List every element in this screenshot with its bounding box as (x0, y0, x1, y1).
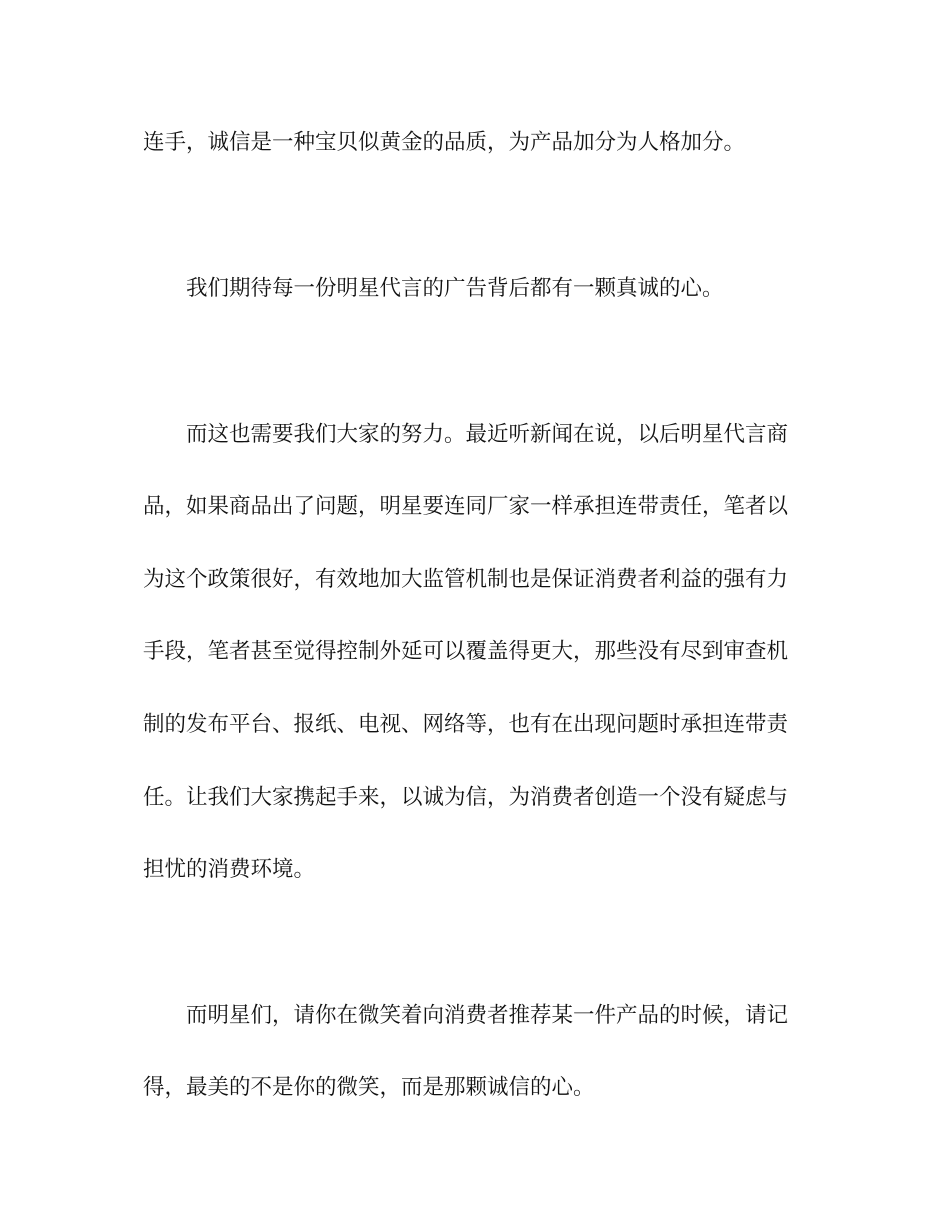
paragraph-3-line-1: 而这也需要我们大家的努力。最近听新闻在说，以后明星代言商 (186, 422, 789, 447)
paragraph-4-line-1: 而明星们，请你在微笑着向消费者推荐某一件产品的时候，请记 (186, 1003, 789, 1028)
paragraph-3-line-5: 制的发布平台、报纸、电视、网络等，也有在出现问题时承担连带责 (143, 712, 789, 737)
paragraph-3-line-7: 担忧的消费环境。 (143, 857, 316, 882)
paragraph-3-line-2: 品，如果商品出了问题，明星要连同厂家一样承担连带责任，笔者以 (143, 494, 789, 519)
paragraph-1-line-1: 连手，诚信是一种宝贝似黄金的品质，为产品加分为人格加分。 (143, 130, 746, 155)
paragraph-2-line-1: 我们期待每一份明星代言的广告背后都有一颗真诚的心。 (186, 276, 724, 301)
paragraph-4-line-2: 得，最美的不是你的微笑，而是那颗诚信的心。 (143, 1075, 595, 1100)
paragraph-3-line-3: 为这个政策很好，有效地加大监管机制也是保证消费者利益的强有力 (143, 567, 789, 592)
paragraph-3-line-6: 任。让我们大家携起手来，以诚为信，为消费者创造一个没有疑虑与 (143, 785, 789, 810)
paragraph-3-line-4: 手段，笔者甚至觉得控制外延可以覆盖得更大，那些没有尽到审查机 (143, 639, 789, 664)
